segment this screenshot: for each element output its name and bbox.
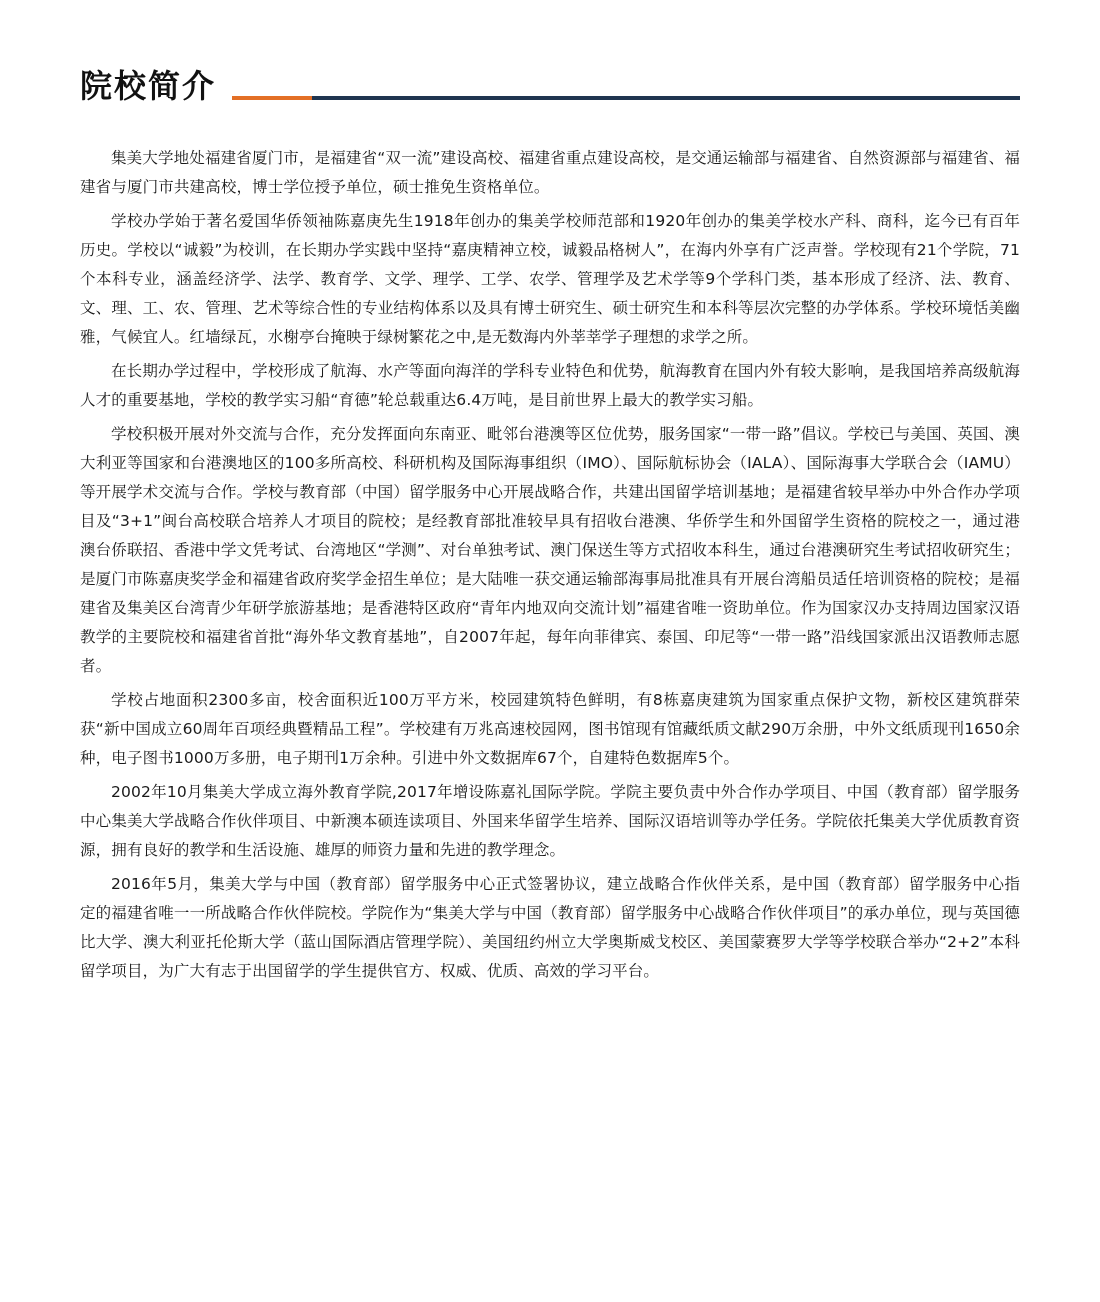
- article-body: [80, 144, 1020, 991]
- paragraph-exchange: 学校积极开展对外交流与合作，充分发挥面向东南亚、毗邻台港澳等区位优势，服务国家“一带一路”倡议。学校已与美国、英国、澳大利亚等国家和台港澳地区的100多所高校、科研机构及国际海事组织（IMO）、国际航标协会（IALA）、国际海事大学联合会（IAMU）等开展学术交流与合作。学校与教育部（中国）留学服务中心开展战略合作，共建出国留学培训基地；是福建省较早举办中外合作办学项目及“3+1”闽台高校联合培养人才项目的院校；是经教育部批准较早具有招收台港澳、华侨学生和外国留学生资格的院校之一，通过港澳台侨联招、香港中学文凭考试、台湾地区“学测”、对台单独考试、澳门保送生等方式招收本科生，通过台港澳研究生考试招收研究生；是厦门市陈嘉庚奖学金和福建省政府奖学金招生单位；是大陆唯一获交通运输部海事局批准具有开展台湾船员适任培训资格的院校；是福建省及集美区台湾青少年研学旅游基地；是香港特区政府“青年内地双向交流计划”福建省唯一资助单位。作为国家汉办支持周边国家汉语教学的主要院校和福建省首批“海外华文教育基地”，自2007年起，每年向菲律宾、泰国、印尼等“一带一路”沿线国家派出汉语教师志愿者。: [80, 425, 1020, 675]
- section-header: [80, 62, 1020, 108]
- paragraph-partnership: 2016年5月，集美大学与中国（教育部）留学服务中心正式签署协议，建立战略合作伙伴关系，是中国（教育部）留学服务中心指定的福建省唯一一所战略合作伙伴院校。学院作为“集美大学与中国（教育部）留学服务中心战略合作伙伴项目”的承办单位，现与英国德比大学、澳大利亚托伦斯大学（蓝山国际酒店管理学院）、美国纽约州立大学奥斯威戈校区、美国蒙赛罗大学等学校联合举办“2+2”本科留学项目，为广大有志于出国留学的学生提供官方、权威、优质、高效的学习平台。: [80, 875, 1020, 980]
- paragraph-overseas-college: 2002年10月集美大学成立海外教育学院,2017年增设陈嘉礼国际学院。学院主要负责中外合作办学项目、中国（教育部）留学服务中心集美大学战略合作伙伴项目、中新澳本硕连读项目、外国来华留学生培养、国际汉语培训等办学任务。学院依托集美大学优质教育资源，拥有良好的教学和生活设施、雄厚的师资力量和先进的教学理念。: [80, 783, 1020, 859]
- paragraph-campus: 学校占地面积2300多亩，校舍面积近100万平方米，校园建筑特色鲜明，有8栋嘉庚建筑为国家重点保护文物，新校区建筑群荣获“新中国成立60周年百项经典暨精品工程”。学校建有万兆高速校园网，图书馆现有馆藏纸质文献290万余册，中外文纸质现刊1650余种，电子图书1000万多册，电子期刊1万余种。引进中外文数据库67个，自建特色数据库5个。: [80, 691, 1020, 767]
- paragraph-maritime: 在长期办学过程中，学校形成了航海、水产等面向海洋的学科专业特色和优势，航海教育在国内外有较大影响，是我国培养高级航海人才的重要基地，学校的教学实习船“育德”轮总载重达6.4万吨，是目前世界上最大的教学实习船。: [80, 362, 1020, 409]
- paragraph-history: 学校办学始于著名爱国华侨领袖陈嘉庚先生1918年创办的集美学校师范部和1920年创办的集美学校水产科、商科，迄今已有百年历史。学校以“诚毅”为校训，在长期办学实践中坚持“嘉庚精神立校，诚毅品格树人”，在海内外享有广泛声誉。学校现有21个学院，71个本科专业，涵盖经济学、法学、教育学、文学、理学、工学、农学、管理学及艺术学等9个学科门类，基本形成了经济、法、教育、文、理、工、农、管理、艺术等综合性的专业结构体系以及具有博士研究生、硕士研究生和本科等层次完整的办学体系。学校环境恬美幽雅，气候宜人。红墙绿瓦，水榭亭台掩映于绿树繁花之中,是无数海内外莘莘学子理想的求学之所。: [80, 212, 1020, 346]
- title-rule: [232, 96, 1020, 100]
- paragraph-intro: 集美大学地处福建省厦门市，是福建省“双一流”建设高校、福建省重点建设高校，是交通运输部与福建省、自然资源部与福建省、福建省与厦门市共建高校，博士学位授予单位，硕士推免生资格单位。: [80, 149, 1020, 196]
- page-title: 院校简介: [80, 67, 217, 105]
- title-rule-accent: [232, 96, 312, 100]
